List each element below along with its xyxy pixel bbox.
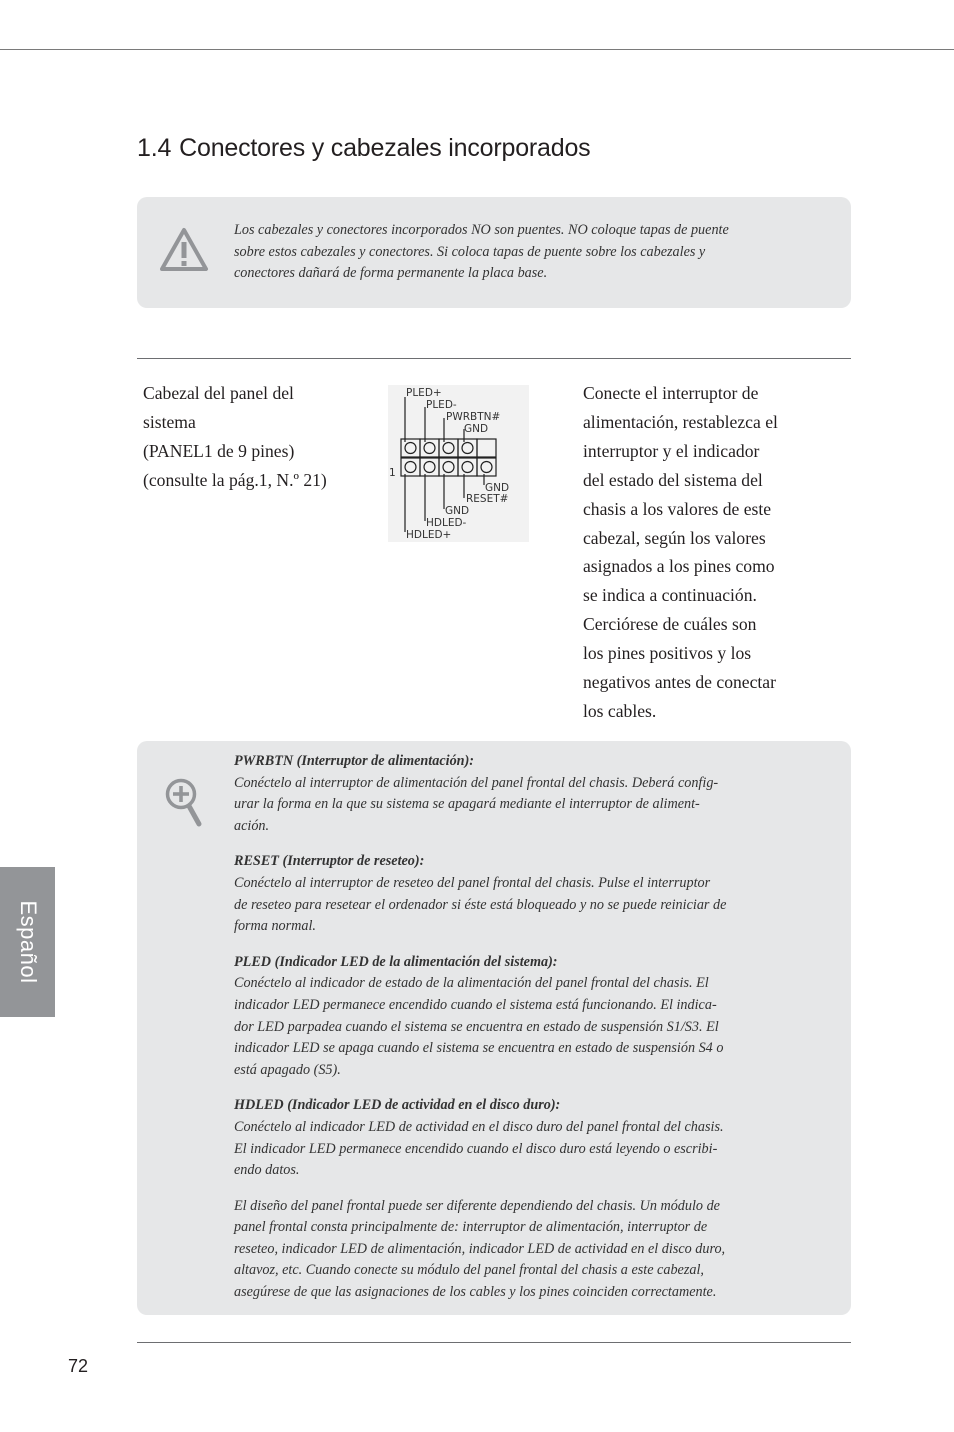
note-line: está apagado (S5).	[234, 1061, 341, 1078]
note-line: El indicador LED permanece encendido cuando el disco duro está leyendo o escribi-	[234, 1140, 718, 1157]
description-line: asignados a los pines como	[583, 556, 775, 577]
pin1-marker: 1	[389, 467, 396, 479]
description-line: negativos antes de conectar	[583, 672, 776, 693]
pin-box	[401, 439, 420, 457]
note-line: Conéctelo al indicador LED de actividad en el disco duro del panel frontal del chasis.	[234, 1118, 724, 1135]
note-line: reseteo, indicador LED de alimentación, indicador LED de actividad en el disco duro,	[234, 1240, 726, 1257]
pin-box	[420, 439, 439, 457]
description-line: Conecte el interruptor de	[583, 383, 759, 403]
note-section-hdled	[234, 1095, 794, 1181]
note-heading: HDLED (Indicador LED de actividad en el disco duro):	[234, 1097, 561, 1114]
language-tab	[0, 867, 55, 1017]
language-tab-label: Español	[15, 900, 41, 984]
panel1-pin-diagram	[388, 385, 529, 542]
notes-text	[234, 751, 794, 1318]
pin-box	[420, 458, 439, 476]
description-line: los pines positivos y los	[583, 643, 752, 664]
note-section-reset	[234, 851, 794, 937]
pin-box	[401, 458, 420, 476]
note-line: urar la forma en la que su sistema se apagará mediante el interruptor de aliment-	[234, 796, 700, 813]
magnifier-plus-icon	[164, 777, 204, 829]
pin-label: GND	[464, 423, 489, 435]
note-heading: PWRBTN (Interruptor de alimentación):	[234, 753, 475, 769]
header-item-line: (consulte la pág.1, N.º 21)	[143, 470, 327, 490]
warning-line: sobre estos cabezales y conectores. Si coloca tapas de puente sobre los cabezales y	[234, 243, 706, 260]
note-line: Conéctelo al interruptor de alimentación del panel frontal del chasis. Deberá config-	[234, 774, 719, 791]
note-line: altavoz, etc. Cuando conecte su módulo del panel frontal del chasis a este cabezal,	[234, 1262, 704, 1279]
description-line: se indica a continuación.	[583, 585, 757, 606]
header-item-name	[143, 379, 373, 495]
note-line: dor LED parpadea cuando el sistema se encuentra en estado de suspensión S1/S3. El	[234, 1018, 719, 1035]
bottom-rule	[137, 1342, 851, 1343]
pin-label: HDLED-	[426, 517, 467, 529]
note-heading: PLED (Indicador LED de la alimentación del sistema):	[234, 953, 558, 970]
header-item-line: (PANEL1 de 9 pines)	[143, 441, 295, 461]
header-item-line: Cabezal del panel del	[143, 383, 294, 403]
note-line: ación.	[234, 817, 270, 834]
warning-box	[137, 197, 851, 308]
pin-box	[458, 458, 477, 476]
pin-diagram-svg	[388, 385, 529, 542]
pin-label: PLED-	[426, 399, 457, 411]
description-line: Cerciórese de cuáles son	[583, 614, 757, 635]
pin-box	[439, 439, 458, 457]
warning-line: Los cabezales y conectores incorporados NO son puentes. NO coloque tapas de puente	[234, 222, 729, 238]
pin-box	[458, 439, 477, 457]
pin-box	[439, 458, 458, 476]
description-line: del estado del sistema del	[583, 469, 763, 490]
pin-label: PLED+	[406, 387, 442, 399]
description-line: los cables.	[583, 700, 657, 721]
note-heading: RESET (Interruptor de reseteo):	[234, 853, 425, 870]
description-line: interruptor y el indicador	[583, 440, 760, 461]
note-line: indicador LED se apaga cuando el sistema se encuentra en estado de suspensión S4 o	[234, 1040, 724, 1057]
note-line: El diseño del panel frontal puede ser diferente dependiendo del chasis. Un módulo de	[234, 1197, 720, 1214]
section-title-text: Conectores y cabezales incorporados	[179, 134, 591, 162]
note-line: panel frontal consta principalmente de: interruptor de alimentación, interruptor de	[234, 1219, 708, 1236]
warning-triangle-icon	[159, 227, 209, 273]
section-title	[137, 134, 590, 163]
section-number: 1.4	[137, 134, 172, 162]
note-line: asegúrese de que las asignaciones de los cables y los pines coinciden correctamente.	[234, 1284, 717, 1301]
note-line: Conéctelo al indicador de estado de la alimentación del panel frontal del chasis. El	[234, 975, 709, 992]
pin-label: RESET#	[466, 493, 509, 505]
pin-label: GND	[445, 505, 470, 517]
note-line: de reseteo para resetear el ordenador si éste está bloqueado y no se puede reiniciar de	[234, 896, 727, 913]
pin-label: GND	[485, 482, 510, 494]
pin-box	[477, 458, 496, 476]
top-rule	[0, 49, 954, 50]
pin-label: HDLED+	[406, 529, 452, 541]
note-section-pwrbtn	[234, 751, 794, 837]
note-section-panel-design	[234, 1196, 794, 1304]
page-number: 72	[68, 1356, 89, 1376]
warning-line: conectores dañará de forma permanente la placa base.	[234, 265, 548, 282]
note-line: indicador LED permanece encendido cuando el sistema está funcionando. El indica-	[234, 996, 717, 1013]
note-line: Conéctelo al interruptor de reseteo del panel frontal del chasis. Pulse el interruptor	[234, 874, 711, 891]
description-line: chasis a los valores de este	[583, 498, 772, 519]
description-line: cabezal, según los valores	[583, 527, 766, 548]
header-description	[583, 379, 793, 726]
pin-box	[477, 439, 496, 457]
note-line: forma normal.	[234, 918, 316, 935]
note-line: endo datos.	[234, 1162, 300, 1179]
section-divider	[137, 358, 851, 359]
header-item-line: sistema	[143, 412, 196, 432]
description-line: alimentación, restablezca el	[583, 411, 778, 432]
pin-label: PWRBTN#	[446, 411, 501, 423]
note-section-pled	[234, 952, 794, 1082]
warning-text	[234, 220, 794, 285]
notes-box	[137, 741, 851, 1315]
